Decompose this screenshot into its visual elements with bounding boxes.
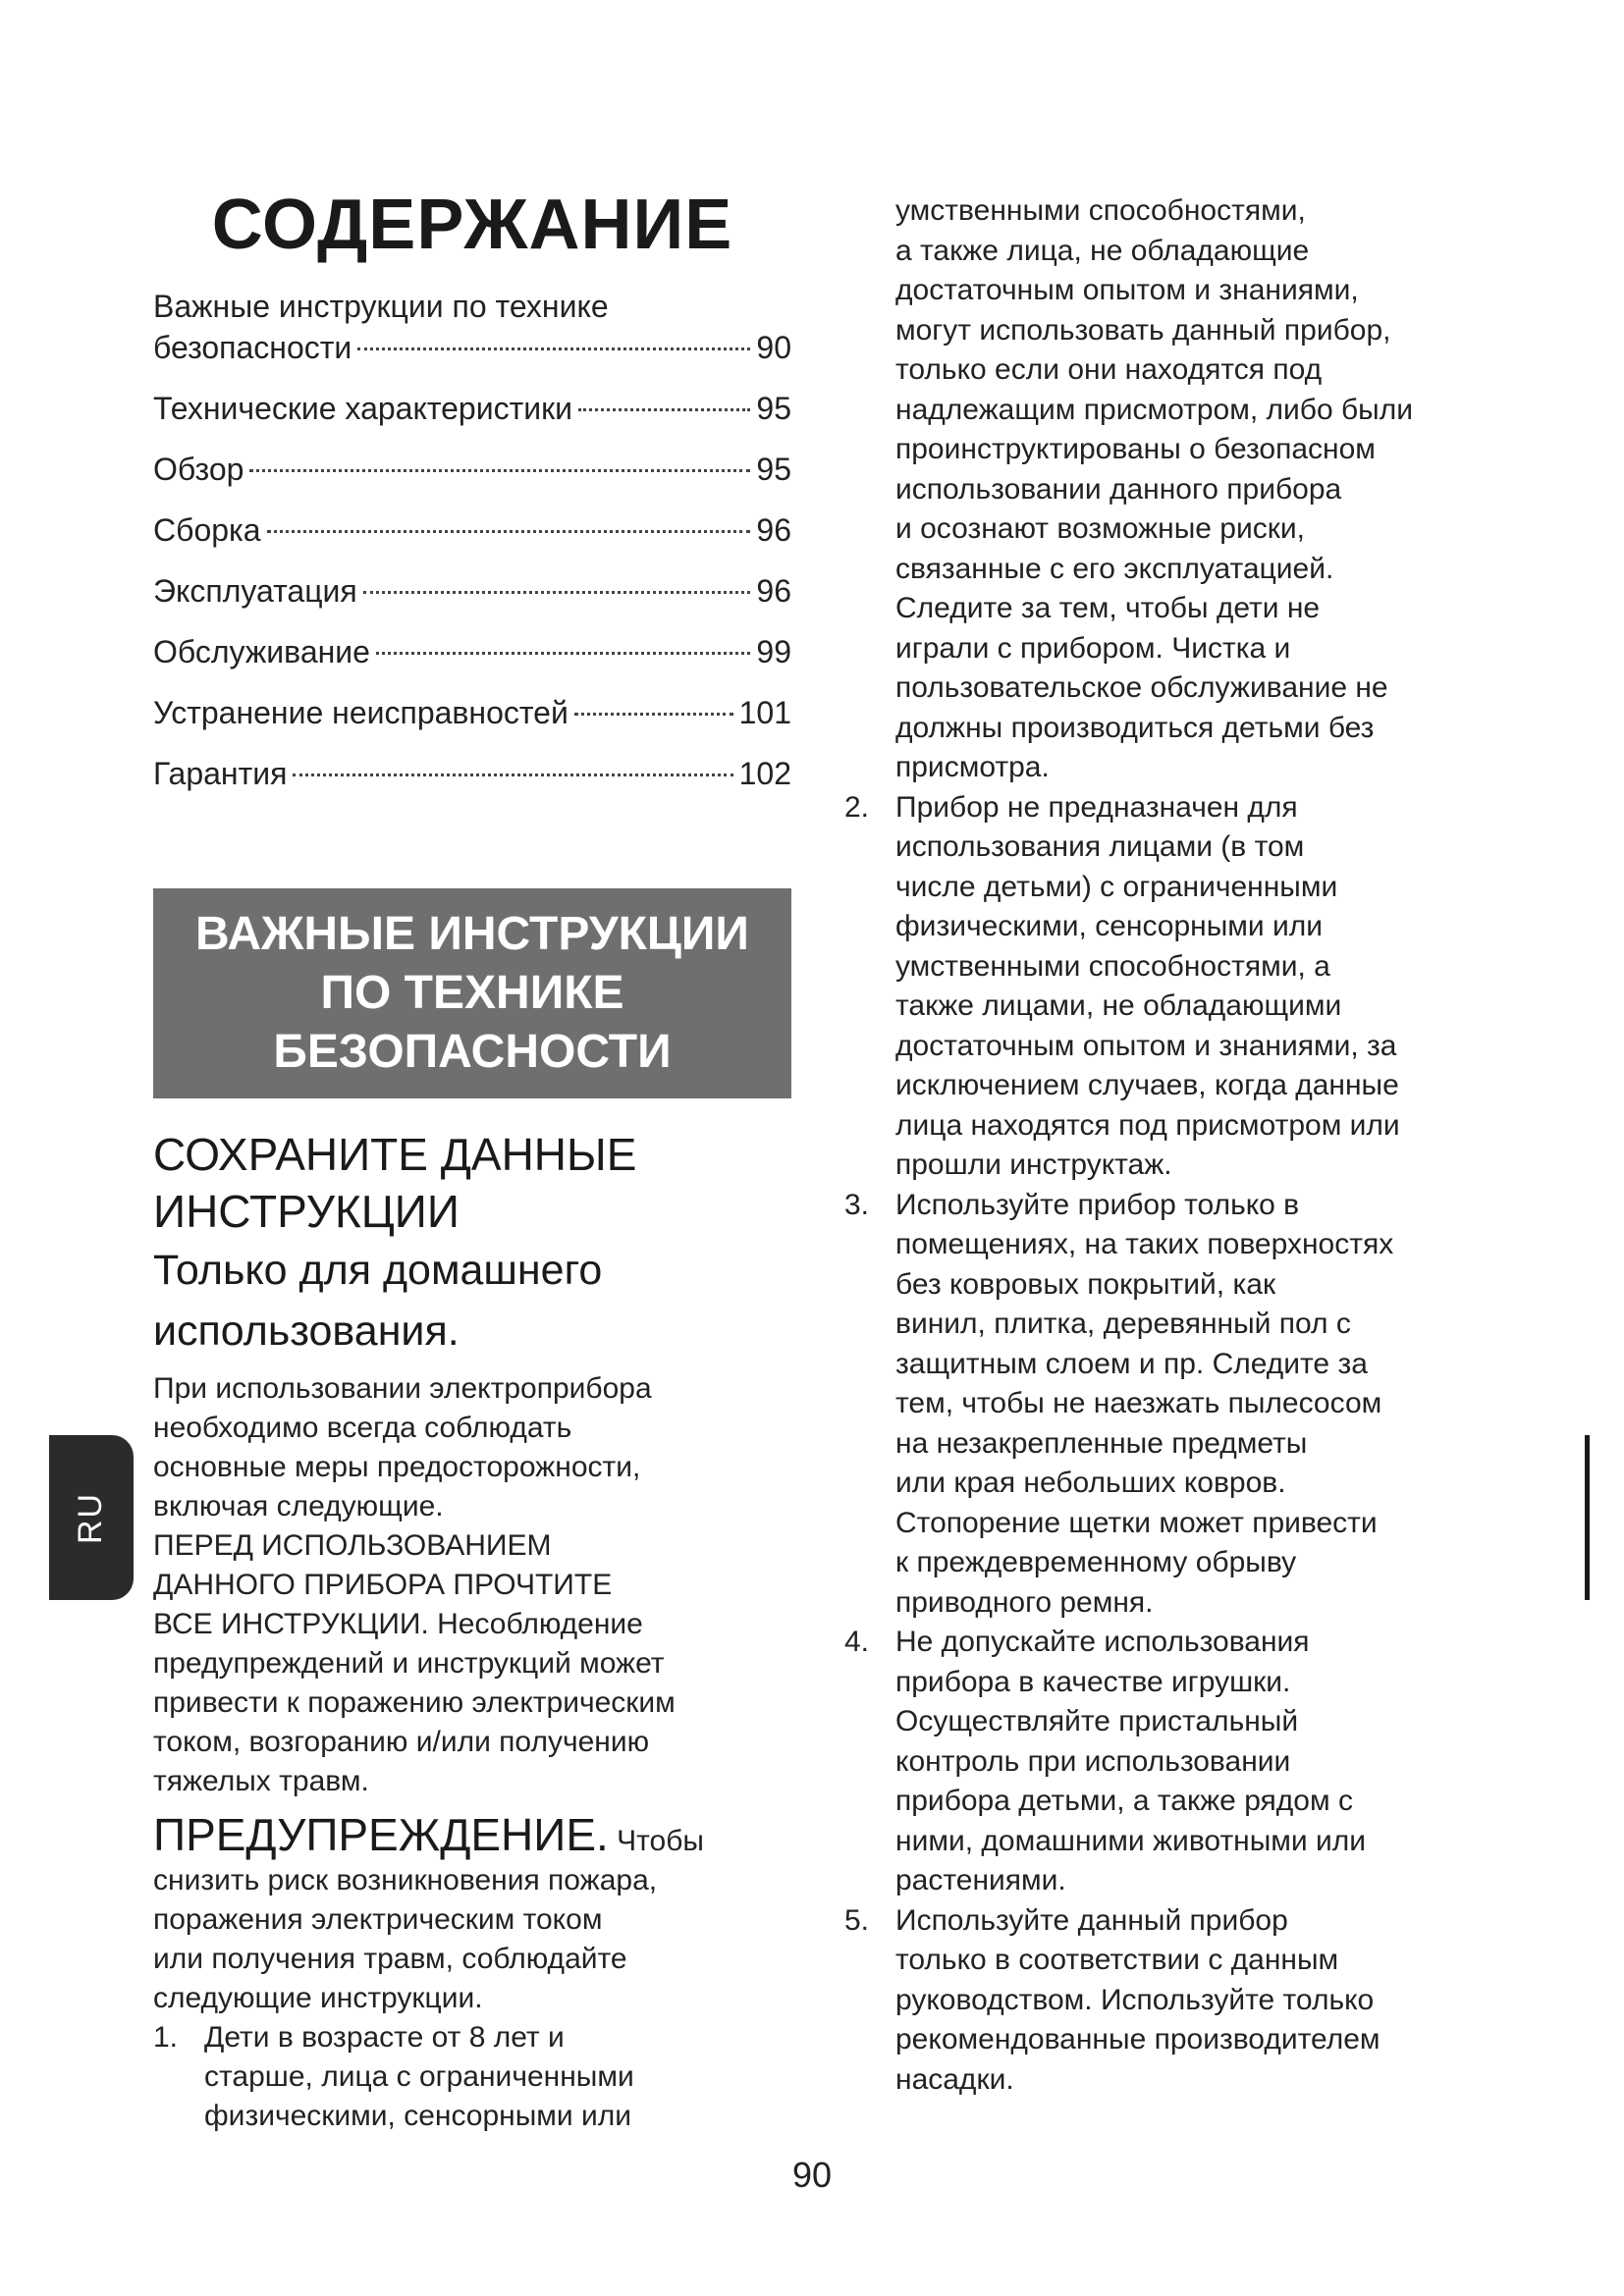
text-line: тем, чтобы не наезжать пылесосом xyxy=(895,1387,1382,1419)
toc-entry-title: Сборка xyxy=(153,512,261,549)
text-line: ВСЕ ИНСТРУКЦИИ. Несоблюдение xyxy=(153,1608,643,1641)
text-line: надлежащим присмотром, либо были xyxy=(895,393,1413,426)
toc-title: СОДЕРЖАНИЕ xyxy=(211,186,733,264)
text-line: лица находятся под присмотром или xyxy=(895,1108,1400,1142)
text-line: только в соответствии с данным xyxy=(895,1944,1339,1976)
toc-entry-page: 96 xyxy=(756,573,791,610)
table-of-contents xyxy=(153,286,791,794)
text-line: рекомендованные производителем xyxy=(895,2023,1380,2056)
text-line: или края небольших ковров. xyxy=(895,1467,1286,1499)
text-line: Используйте прибор только в xyxy=(895,1188,1300,1221)
toc-entry-title: Технические характеристики xyxy=(153,391,572,427)
heading-line: СОХРАНИТЕ ДАННЫЕ xyxy=(153,1129,637,1181)
list-item-number: 4. xyxy=(844,1626,870,1658)
toc-entry-title: Обзор xyxy=(153,452,244,488)
text-line: присмотра. xyxy=(895,751,1050,783)
list-item xyxy=(844,1901,1492,2101)
text-line: а также лица, не обладающие xyxy=(895,234,1310,267)
text-line: растениями. xyxy=(895,1864,1066,1896)
warning-tail: Чтобы xyxy=(608,1825,704,1858)
text-line: насадки. xyxy=(895,2062,1014,2096)
text-line: током, возгоранию и/или получению xyxy=(153,1726,650,1759)
text-line: без ковровых покрытий, как xyxy=(895,1267,1276,1301)
text-line: только если они находятся под xyxy=(895,353,1323,386)
text-line: винил, плитка, деревянный пол с xyxy=(895,1308,1351,1340)
page-number: 90 xyxy=(791,2155,833,2195)
text-line: Не допускайте использования xyxy=(895,1626,1310,1658)
section-banner xyxy=(153,888,791,1098)
toc-leader-dots xyxy=(574,713,733,716)
text-line: играли с прибором. Чистка и xyxy=(895,631,1291,665)
toc-entry-title: Устранение неисправностей xyxy=(153,695,568,731)
text-line: могут использовать данный прибор, xyxy=(895,313,1391,347)
text-line: Используйте данный прибор xyxy=(895,1903,1288,1937)
left-column xyxy=(153,187,791,2136)
list-item xyxy=(844,788,1492,1186)
toc-leader-dots xyxy=(376,652,750,655)
language-tab xyxy=(49,1435,134,1600)
text-line: умственными способностями, а xyxy=(895,949,1330,983)
text-line: также лицами, не обладающими xyxy=(895,989,1342,1022)
list-item-continuation xyxy=(844,191,1492,788)
text-line: поражения электрическим током xyxy=(153,1903,603,1937)
save-instructions-heading xyxy=(153,1126,791,1240)
toc-entry-page: 102 xyxy=(738,756,791,792)
section-banner-line: ПО ТЕХНИКЕ xyxy=(320,967,624,1020)
text-line: приводного ремня. xyxy=(895,1585,1154,1619)
text-line: достаточным опытом и знаниями, xyxy=(895,274,1359,306)
list-item-number: 5. xyxy=(844,1903,870,1937)
text-line: ДАННОГО ПРИБОРА ПРОЧТИТЕ xyxy=(153,1569,613,1602)
instruction-list xyxy=(844,788,1492,2101)
toc-leader-dots xyxy=(357,347,750,350)
text-line: привести к поражению электрическим xyxy=(153,1686,676,1720)
text-line: следующие инструкции. xyxy=(153,1982,483,2015)
toc-entry-title: Гарантия xyxy=(153,756,288,792)
toc-entry-title: Эксплуатация xyxy=(153,573,357,610)
text-line: Дети в возрасте от 8 лет и xyxy=(204,2021,565,2055)
text-line: связанные с его эксплуатацией. xyxy=(895,552,1334,585)
section-banner-line: БЕЗОПАСНОСТИ xyxy=(273,1026,672,1079)
text-line: помещениях, на таких поверхностях xyxy=(895,1228,1394,1260)
text-line: или получения травм, соблюдайте xyxy=(153,1943,627,1976)
text-line: использовании данного прибора xyxy=(895,472,1342,506)
list-item xyxy=(844,1186,1492,1624)
heading-line: использования. xyxy=(153,1308,460,1356)
toc-entry[interactable] xyxy=(153,388,791,429)
toc-entry-title: безопасности xyxy=(153,330,352,366)
text-line: прошли инструктаж. xyxy=(895,1148,1172,1181)
section-banner-line: ВАЖНЫЕ ИНСТРУКЦИИ xyxy=(195,908,749,961)
text-line: Стопорение щетки может привести xyxy=(895,1506,1378,1539)
toc-entry-page: 95 xyxy=(756,391,791,427)
text-line: физическими, сенсорными или xyxy=(895,910,1324,942)
text-line: старше, лица с ограниченными xyxy=(204,2060,634,2094)
text-line: на незакрепленные предметы xyxy=(895,1426,1308,1460)
text-line: прибора детьми, а также рядом с xyxy=(895,1785,1353,1817)
text-line: Осуществляйте пристальный xyxy=(895,1705,1299,1737)
toc-entry-title-line1: Важные инструкции по технике xyxy=(153,289,609,325)
toc-leader-dots xyxy=(267,530,751,533)
list-item-number: 1. xyxy=(153,2021,179,2055)
toc-entry[interactable] xyxy=(153,449,791,490)
toc-entry-page: 99 xyxy=(756,634,791,670)
heading-line: Только для домашнего xyxy=(153,1247,603,1295)
text-line: умственными способностями, xyxy=(895,194,1306,227)
toc-entry-page: 90 xyxy=(756,330,791,366)
intro-paragraph xyxy=(153,1369,791,1801)
text-line: тяжелых травм. xyxy=(153,1765,369,1798)
toc-entry[interactable] xyxy=(153,509,791,551)
toc-entry[interactable] xyxy=(153,692,791,733)
text-line: Прибор не предназначен для xyxy=(895,790,1298,824)
list-item-number: 2. xyxy=(844,790,870,824)
list-item xyxy=(844,1623,1492,1901)
text-line: защитным слоем и пр. Следите за xyxy=(895,1347,1368,1380)
text-line: прибора в качестве игрушки. xyxy=(895,1665,1291,1698)
text-line: снизить риск возникновения пожара, xyxy=(153,1864,658,1897)
toc-leader-dots xyxy=(578,408,750,411)
text-line: и осознают возможные риски, xyxy=(895,512,1305,545)
warning-heading: ПРЕДУПРЕЖДЕНИЕ. xyxy=(153,1809,609,1861)
list-item xyxy=(153,2018,791,2136)
text-line: исключением случаев, когда данные xyxy=(895,1069,1399,1101)
toc-entry[interactable] xyxy=(153,570,791,612)
text-line: руководством. Используйте только xyxy=(895,1983,1375,2016)
language-tab-label: RU xyxy=(72,1491,110,1544)
text-line: числе детьми) с ограниченными xyxy=(895,870,1338,903)
toc-entry-page: 101 xyxy=(738,695,791,731)
text-line: Следите за тем, чтобы дети не xyxy=(895,592,1321,624)
list-item-number: 3. xyxy=(844,1188,870,1221)
text-line: необходимо всегда соблюдать xyxy=(153,1412,572,1445)
text-line: При использовании электроприбора xyxy=(153,1372,652,1406)
text-line: использования лицами (в том xyxy=(895,830,1305,863)
toc-leader-dots xyxy=(363,591,751,594)
text-line: к преждевременному обрыву xyxy=(895,1546,1297,1578)
text-line: должны производиться детьми без xyxy=(895,711,1375,744)
toc-entry[interactable] xyxy=(153,631,791,672)
text-line: основные меры предосторожности, xyxy=(153,1451,641,1484)
text-line: проинструктированы о безопасном xyxy=(895,433,1376,465)
toc-entry-page: 95 xyxy=(756,452,791,488)
text-line: ПЕРЕД ИСПОЛЬЗОВАНИЕМ xyxy=(153,1529,552,1563)
toc-leader-dots xyxy=(293,774,732,776)
toc-entry-page: 96 xyxy=(756,512,791,549)
text-line: достаточным опытом и знаниями, за xyxy=(895,1029,1397,1062)
heading-line: ИНСТРУКЦИИ xyxy=(153,1186,460,1238)
home-use-heading xyxy=(153,1240,791,1362)
text-line: ними, домашними животными или xyxy=(895,1824,1367,1857)
toc-entry[interactable] xyxy=(153,753,791,794)
text-line: контроль при использовании xyxy=(895,1744,1291,1778)
toc-entry-title: Обслуживание xyxy=(153,634,370,670)
text-line: предупреждений и инструкций может xyxy=(153,1647,665,1681)
text-line: пользовательское обслуживание не xyxy=(895,671,1388,704)
margin-marker-bar xyxy=(1585,1435,1590,1600)
text-line: включая следующие. xyxy=(153,1490,444,1523)
right-column xyxy=(844,191,1492,2100)
warning-paragraph xyxy=(153,1809,791,2018)
toc-leader-dots xyxy=(249,469,750,472)
text-line: физическими, сенсорными или xyxy=(204,2100,632,2133)
toc-entry[interactable] xyxy=(153,286,791,368)
instruction-list xyxy=(153,2018,791,2136)
